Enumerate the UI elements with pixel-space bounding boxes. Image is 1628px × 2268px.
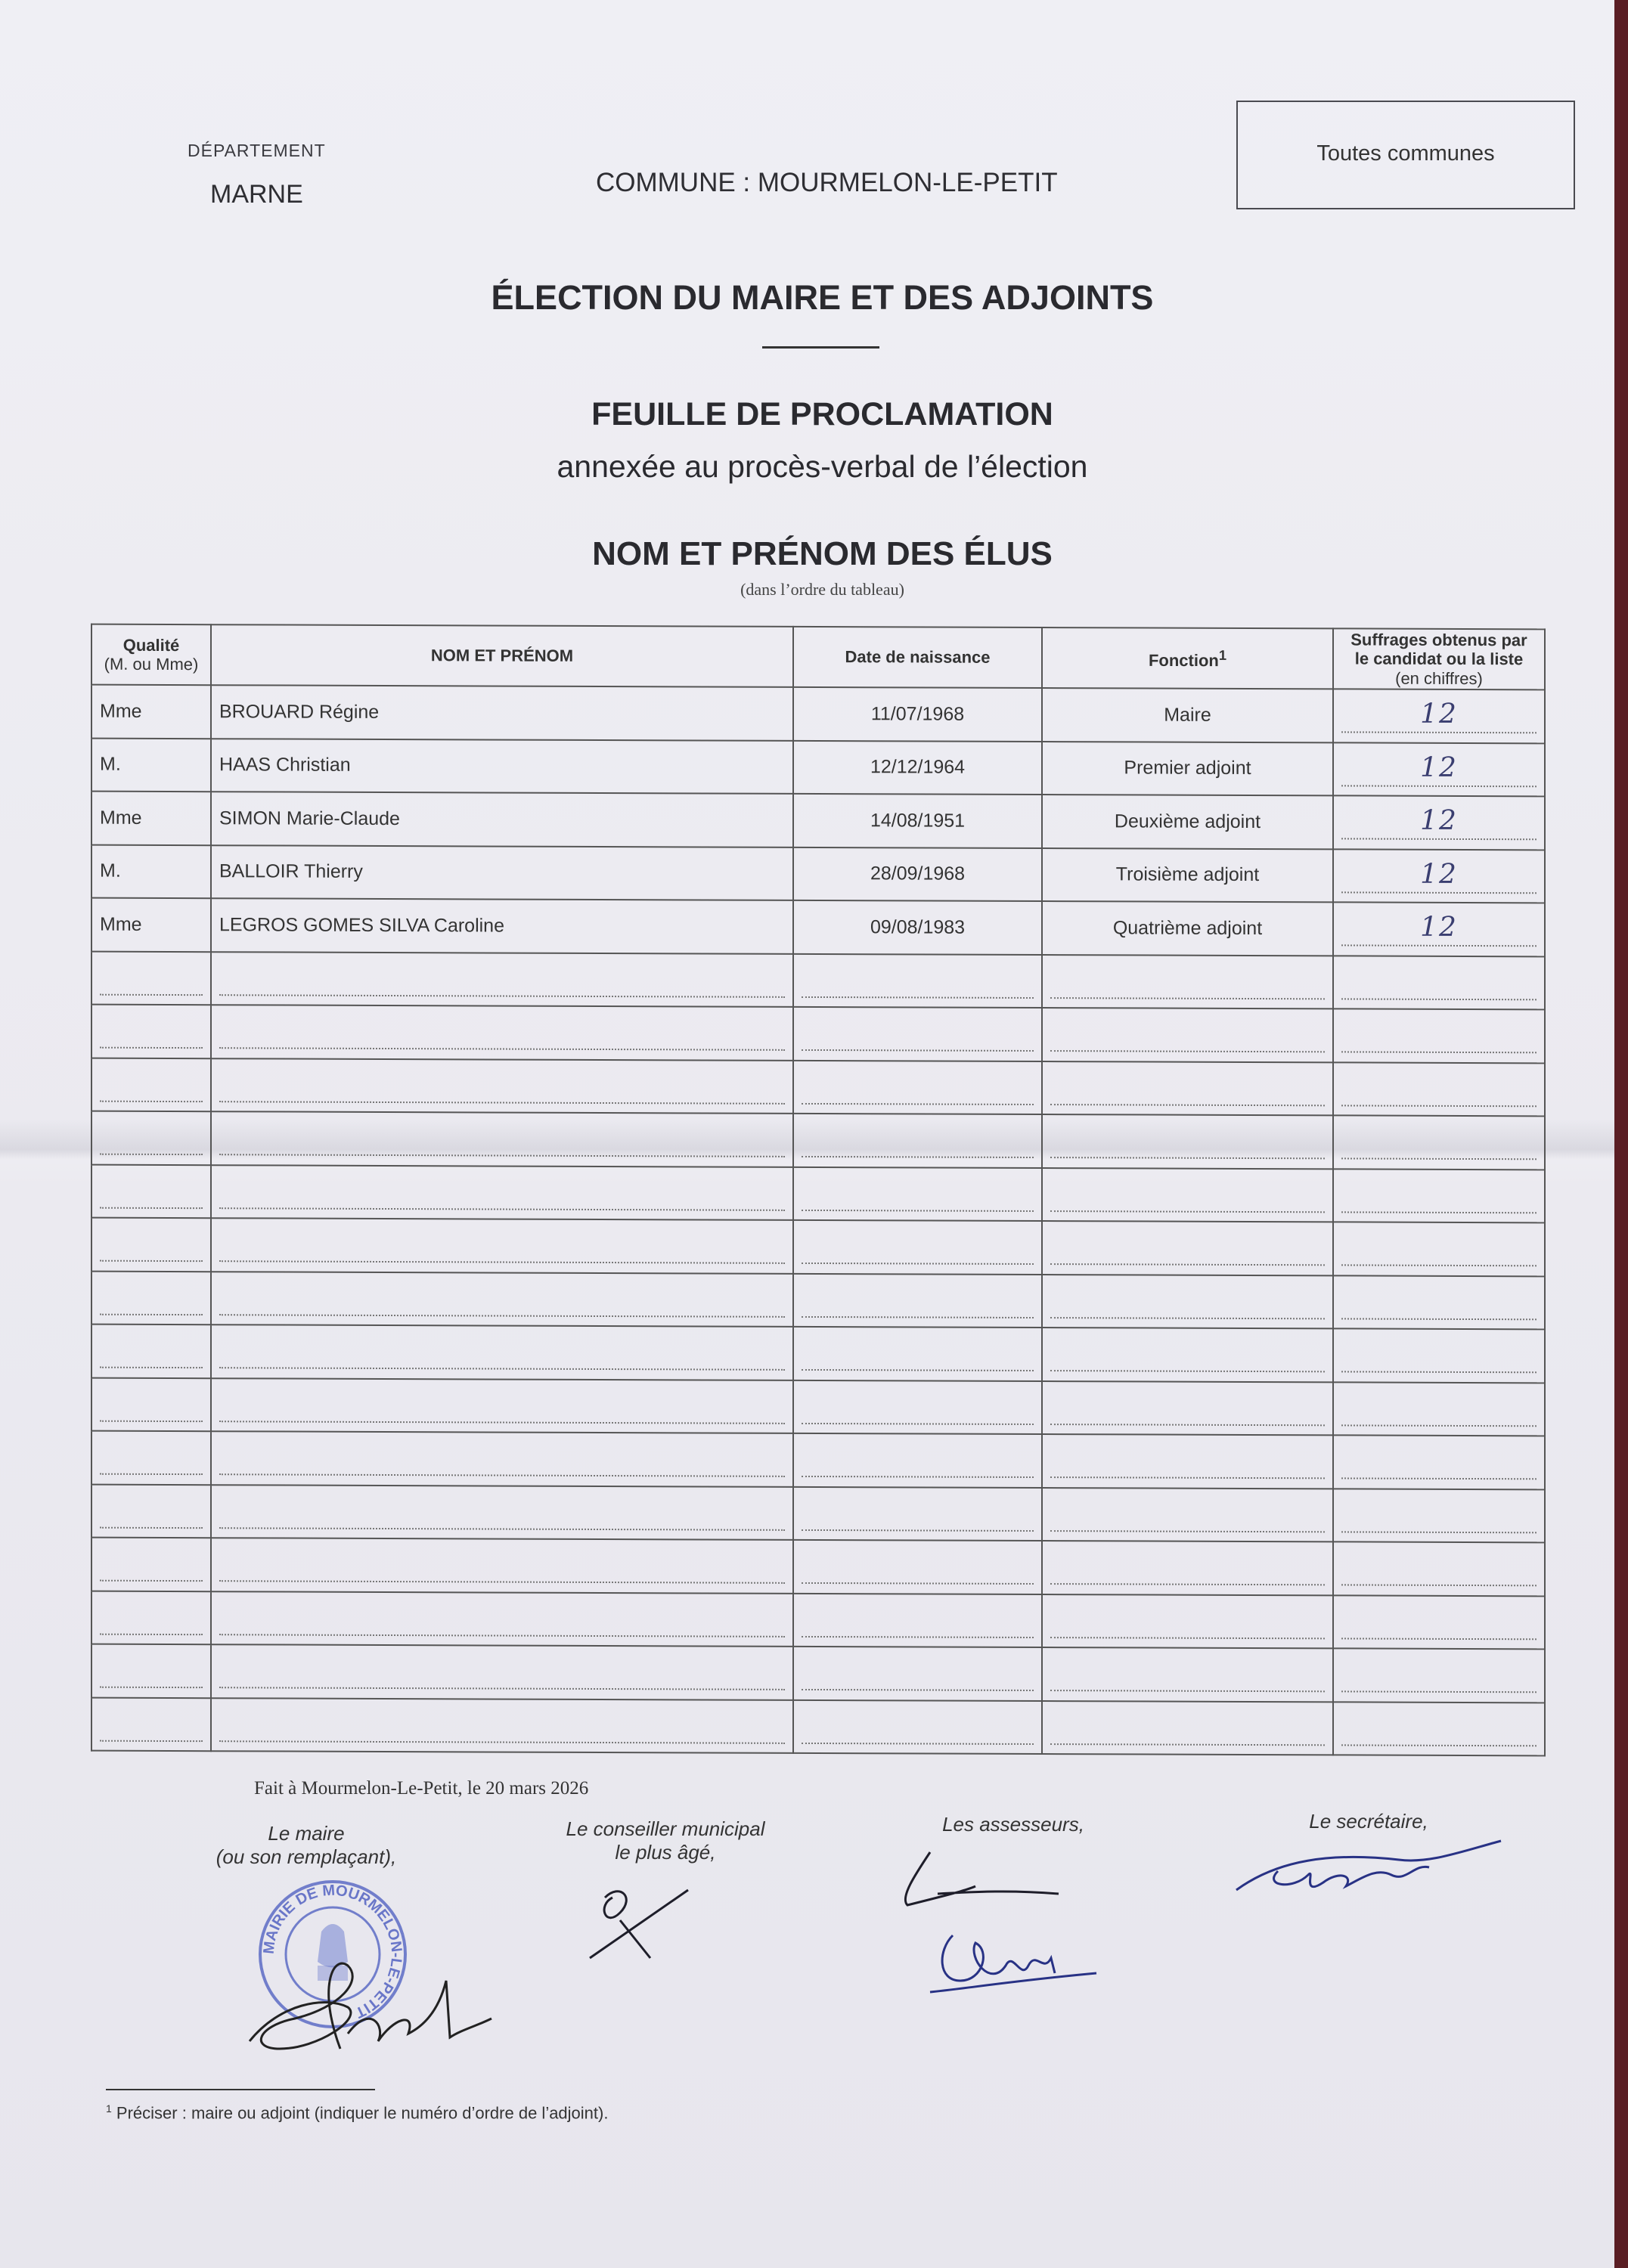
empty-cell-qualite <box>91 1111 211 1165</box>
cell-suffrages: 12 <box>1333 795 1545 849</box>
empty-cell-date <box>793 1380 1042 1434</box>
empty-cell-nom <box>211 1538 793 1593</box>
empty-cell-suffrages <box>1333 1489 1545 1542</box>
empty-cell-suffrages <box>1333 1702 1545 1755</box>
departement-value: MARNE <box>210 180 303 209</box>
list-subtitle: (dans l’ordre du tableau) <box>740 580 904 599</box>
cell-fonction: Deuxième adjoint <box>1042 795 1333 849</box>
header-suffrages: Suffrages obtenus par le candidat ou la liste (en chiffres) <box>1333 628 1545 689</box>
cell-nom: SIMON Marie-Claude <box>211 792 793 847</box>
empty-cell-date <box>793 1007 1042 1061</box>
empty-cell-fonction <box>1042 955 1333 1009</box>
empty-cell-suffrages <box>1333 956 1545 1009</box>
empty-cell-suffrages <box>1333 1595 1545 1649</box>
empty-cell-date <box>793 1114 1042 1168</box>
cell-nom: BROUARD Régine <box>211 685 793 740</box>
empty-cell-date <box>793 1273 1042 1328</box>
empty-cell-suffrages <box>1333 1009 1545 1062</box>
maire-signature <box>234 1935 499 2064</box>
empty-cell-qualite <box>91 1697 211 1751</box>
empty-cell-fonction <box>1042 1381 1333 1436</box>
cell-qualite: M. <box>91 844 211 898</box>
cell-nom: HAAS Christian <box>211 739 793 794</box>
cell-qualite: M. <box>91 738 211 792</box>
empty-cell-fonction <box>1042 1168 1333 1222</box>
empty-cell-qualite <box>91 1484 211 1538</box>
empty-cell-qualite <box>91 1377 211 1431</box>
table-row <box>91 792 1545 850</box>
table-row <box>91 738 1545 796</box>
secretaire-signature <box>1233 1830 1505 1905</box>
empty-table-row <box>91 1431 1545 1489</box>
empty-cell-fonction <box>1042 1061 1333 1116</box>
empty-cell-qualite <box>91 1538 211 1591</box>
annex-subtitle: annexée au procès-verbal de l’élection <box>557 449 1088 484</box>
empty-cell-nom <box>211 1485 793 1540</box>
empty-cell-date <box>793 1433 1042 1488</box>
empty-table-row <box>91 1644 1545 1703</box>
cell-suffrages: 12 <box>1333 902 1545 956</box>
assesseur-signature-1 <box>892 1845 1066 1913</box>
maire-label: Le maire (ou son remplaçant), <box>216 1822 397 1869</box>
empty-cell-nom <box>211 952 793 1007</box>
title-rule <box>762 346 879 349</box>
empty-cell-qualite <box>91 1058 211 1111</box>
cell-date: 28/09/1968 <box>793 847 1042 901</box>
cell-suffrages: 12 <box>1333 742 1545 796</box>
empty-cell-date <box>793 1327 1042 1381</box>
empty-cell-qualite <box>91 1591 211 1644</box>
cell-nom: BALLOIR Thierry <box>211 845 793 900</box>
empty-table-row <box>91 1111 1545 1170</box>
cell-date: 12/12/1964 <box>793 740 1042 795</box>
empty-table-row <box>91 1271 1545 1329</box>
empty-table-row <box>91 1058 1545 1116</box>
empty-cell-date <box>793 1060 1042 1114</box>
empty-cell-suffrages <box>1333 1382 1545 1436</box>
empty-cell-fonction <box>1042 1328 1333 1382</box>
header-fonction: Fonction$^1$ <box>1042 627 1333 689</box>
cell-fonction: Premier adjoint <box>1042 742 1333 796</box>
empty-cell-suffrages <box>1333 1328 1545 1382</box>
empty-cell-nom <box>211 1165 793 1220</box>
sheet-title: FEUILLE DE PROCLAMATION <box>591 396 1053 432</box>
empty-table-row <box>91 1538 1545 1596</box>
empty-cell-fonction <box>1042 1594 1333 1649</box>
empty-cell-qualite <box>91 1164 211 1218</box>
conseiller-signature <box>582 1875 696 1966</box>
cell-date: 09/08/1983 <box>793 900 1042 955</box>
list-title: NOM ET PRÉNOM DES ÉLUS <box>592 535 1053 572</box>
empty-cell-date <box>793 1540 1042 1594</box>
cell-qualite: Mme <box>91 898 211 952</box>
cell-fonction: Maire <box>1042 688 1333 742</box>
toutes-communes-text: Toutes communes <box>1316 141 1495 166</box>
empty-cell-date <box>793 1699 1042 1754</box>
empty-cell-qualite <box>91 951 211 1005</box>
empty-cell-nom <box>211 1644 793 1699</box>
empty-cell-fonction <box>1042 1114 1333 1169</box>
table-row <box>91 844 1545 903</box>
cell-suffrages: 12 <box>1333 849 1545 903</box>
main-title: ÉLECTION DU MAIRE ET DES ADJOINTS <box>491 278 1154 317</box>
cell-qualite: Mme <box>91 792 211 845</box>
header-qualite: Qualité (M. ou Mme) <box>91 624 211 686</box>
empty-cell-date <box>793 1486 1042 1541</box>
header-nom: NOM ET PRÉNOM <box>211 624 793 687</box>
empty-cell-fonction <box>1042 1434 1333 1489</box>
empty-cell-nom <box>211 1431 793 1486</box>
empty-cell-qualite <box>91 1644 211 1698</box>
table-header-row <box>91 624 1545 690</box>
empty-table-row <box>91 1164 1545 1222</box>
empty-cell-date <box>793 1167 1042 1221</box>
toutes-communes-box <box>1236 101 1575 209</box>
empty-table-row <box>91 1591 1545 1649</box>
empty-cell-fonction <box>1042 1541 1333 1595</box>
assesseur-signature-2 <box>923 1920 1104 2003</box>
elus-table <box>91 624 1546 1757</box>
departement-label: DÉPARTEMENT <box>188 141 326 160</box>
secretaire-label: Le secrétaire, <box>1309 1810 1428 1833</box>
empty-table-row <box>91 1325 1545 1383</box>
empty-cell-qualite <box>91 1218 211 1272</box>
empty-cell-date <box>793 953 1042 1008</box>
empty-cell-fonction <box>1042 1488 1333 1542</box>
conseiller-label: Le conseiller municipal le plus âgé, <box>566 1817 765 1864</box>
empty-cell-fonction <box>1042 1221 1333 1275</box>
assesseurs-label: Les assesseurs, <box>942 1813 1084 1836</box>
empty-cell-nom <box>211 1218 793 1273</box>
fait-a-date: Fait à Mourmelon-Le-Petit, le 20 mars 2026 <box>254 1778 589 1799</box>
table-row <box>91 898 1545 956</box>
empty-cell-date <box>793 1593 1042 1647</box>
empty-cell-suffrages <box>1333 1648 1545 1702</box>
empty-cell-nom <box>211 1272 793 1327</box>
cell-nom: LEGROS GOMES SILVA Caroline <box>211 898 793 953</box>
empty-table-row <box>91 1218 1545 1276</box>
empty-cell-suffrages <box>1333 1169 1545 1222</box>
header-date: Date de naissance <box>793 627 1042 688</box>
cell-date: 11/07/1968 <box>793 687 1042 742</box>
footnote-rule <box>106 2089 375 2090</box>
empty-cell-date <box>793 1220 1042 1275</box>
empty-cell-fonction <box>1042 1008 1333 1062</box>
empty-table-row <box>91 1484 1545 1542</box>
empty-table-row <box>91 1005 1545 1063</box>
empty-cell-nom <box>211 1591 793 1647</box>
empty-cell-qualite <box>91 1431 211 1485</box>
empty-cell-nom <box>211 1698 793 1753</box>
cell-fonction: Troisième adjoint <box>1042 848 1333 903</box>
cell-suffrages: 12 <box>1333 689 1545 742</box>
empty-cell-suffrages <box>1333 1541 1545 1595</box>
empty-cell-suffrages <box>1333 1222 1545 1275</box>
table-row <box>91 685 1545 743</box>
empty-cell-nom <box>211 1005 793 1060</box>
empty-cell-fonction <box>1042 1275 1333 1329</box>
empty-cell-suffrages <box>1333 1275 1545 1329</box>
empty-cell-nom <box>211 1325 793 1380</box>
empty-table-row <box>91 951 1545 1009</box>
empty-cell-nom <box>211 1058 793 1114</box>
empty-cell-suffrages <box>1333 1115 1545 1169</box>
footnote: $^1$ Préciser : maire ou adjoint (indiquer le numéro d’ordre de l’adjoint). <box>106 2102 609 2123</box>
empty-cell-fonction <box>1042 1701 1333 1755</box>
cell-qualite: Mme <box>91 685 211 739</box>
empty-cell-date <box>793 1647 1042 1701</box>
empty-cell-qualite <box>91 1005 211 1058</box>
empty-table-row <box>91 1377 1545 1436</box>
empty-table-row <box>91 1697 1545 1755</box>
svg-text:MAIRIE DE MOURMELON-LE-PETIT: MAIRIE DE MOURMELON-LE-PETIT <box>260 1882 405 2022</box>
commune-name: COMMUNE : MOURMELON-LE-PETIT <box>596 168 1058 197</box>
cell-date: 14/08/1951 <box>793 794 1042 848</box>
cell-fonction: Quatrième adjoint <box>1042 901 1333 956</box>
empty-cell-nom <box>211 1111 793 1167</box>
empty-cell-fonction <box>1042 1647 1333 1702</box>
empty-cell-suffrages <box>1333 1435 1545 1489</box>
empty-cell-qualite <box>91 1325 211 1378</box>
empty-cell-qualite <box>91 1271 211 1325</box>
empty-cell-suffrages <box>1333 1062 1545 1116</box>
empty-cell-nom <box>211 1378 793 1433</box>
